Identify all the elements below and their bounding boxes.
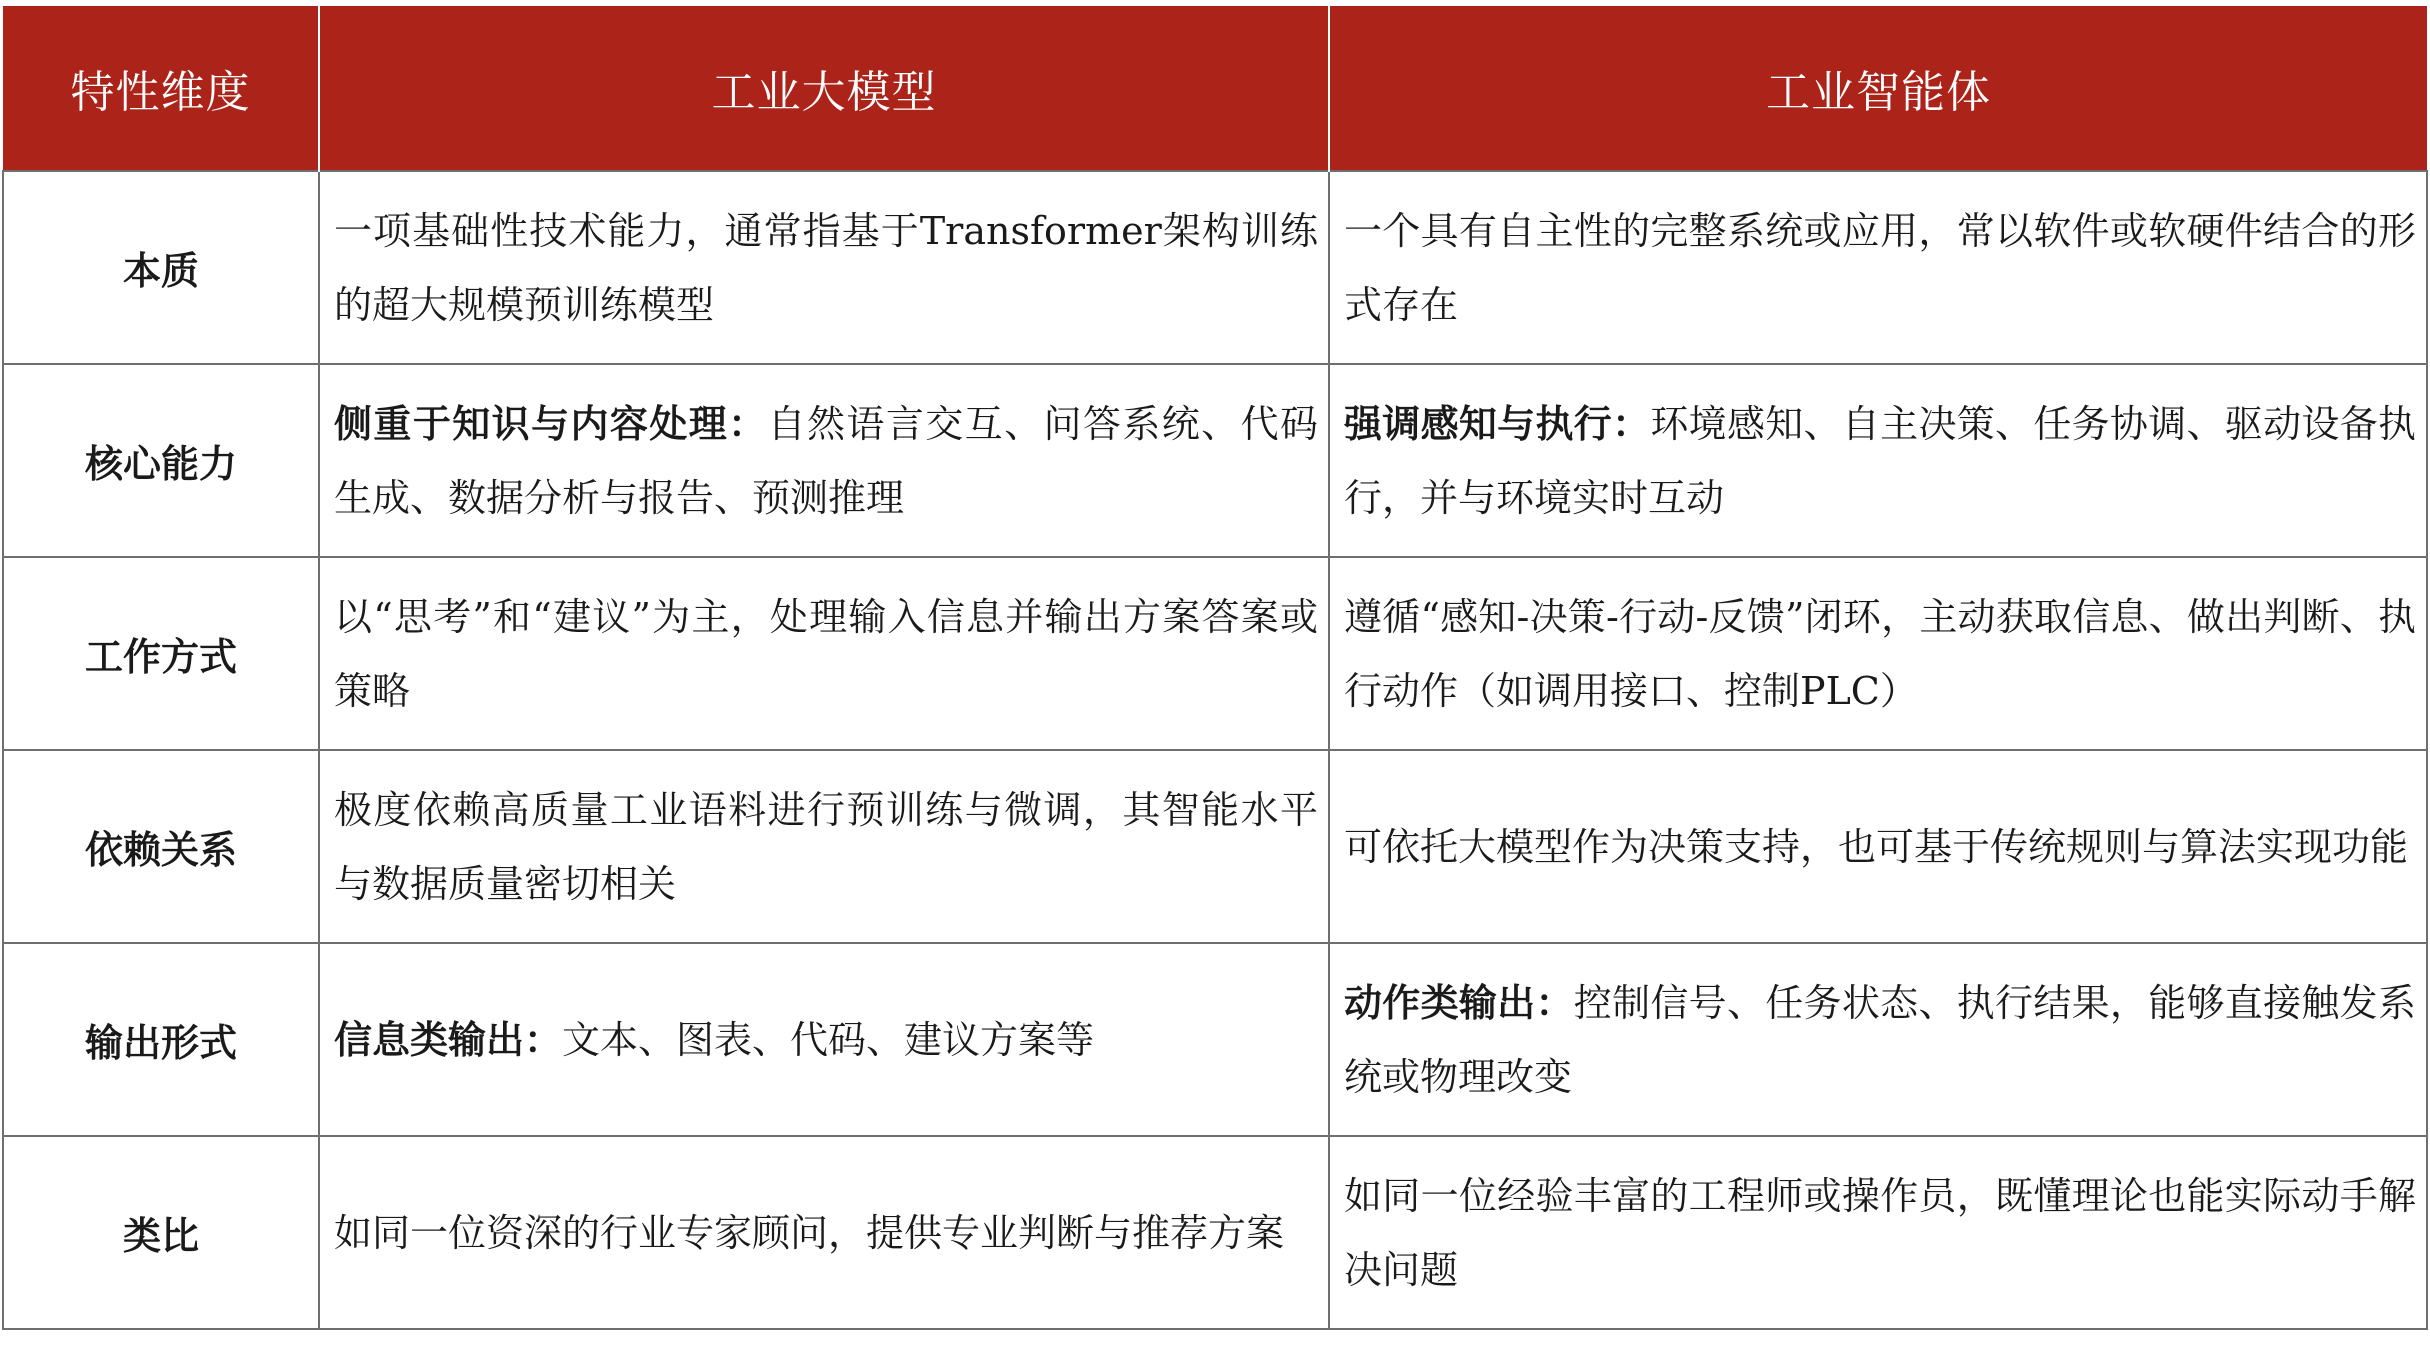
row-dimension: 核心能力 — [3, 364, 319, 557]
header-industrial-llm: 工业大模型 — [319, 6, 1329, 171]
llm-text: 以“思考”和“建议”为主，处理输入信息并输出方案答案或策略 — [334, 594, 1318, 713]
llm-cell — [319, 750, 1329, 943]
table-row — [3, 364, 2427, 557]
llm-cell — [319, 1136, 1329, 1329]
agent-cell — [1329, 364, 2427, 557]
comparison-table — [2, 6, 2428, 1330]
agent-cell — [1329, 171, 2427, 364]
llm-lead: 侧重于知识与内容处理： — [334, 401, 768, 446]
agent-lead: 动作类输出： — [1344, 980, 1574, 1025]
llm-cell — [319, 364, 1329, 557]
row-dimension: 工作方式 — [3, 557, 319, 750]
agent-text: 环境感知、自主决策、任务协调、驱动设备执行，并与环境实时互动 — [1344, 401, 2416, 520]
row-dimension: 输出形式 — [3, 943, 319, 1136]
llm-cell — [319, 171, 1329, 364]
row-dimension: 类比 — [3, 1136, 319, 1329]
llm-text: 一项基础性技术能力，通常指基于Transformer架构训练的超大规模预训练模型 — [334, 208, 1318, 327]
table-row — [3, 750, 2427, 943]
llm-lead: 信息类输出： — [334, 1017, 563, 1062]
table-body — [3, 171, 2427, 1329]
agent-cell — [1329, 943, 2427, 1136]
table-row — [3, 171, 2427, 364]
llm-cell — [319, 943, 1329, 1136]
header-industrial-agent: 工业智能体 — [1329, 6, 2427, 171]
agent-lead: 强调感知与执行： — [1344, 401, 1651, 446]
agent-text: 可依托大模型作为决策支持，也可基于传统规则与算法实现功能 — [1344, 824, 2409, 869]
table-row — [3, 1136, 2427, 1329]
agent-text: 一个具有自主性的完整系统或应用，常以软件或软硬件结合的形式存在 — [1344, 208, 2416, 327]
llm-text: 文本、图表、代码、建议方案等 — [562, 1017, 1095, 1062]
row-dimension: 依赖关系 — [3, 750, 319, 943]
table-row — [3, 943, 2427, 1136]
agent-cell — [1329, 557, 2427, 750]
agent-cell — [1329, 750, 2427, 943]
agent-text: 遵循“感知-决策-行动-反馈”闭环，主动获取信息、做出判断、执行动作（如调用接口、控制PLC） — [1344, 594, 2416, 713]
llm-cell — [319, 557, 1329, 750]
agent-text: 控制信号、任务状态、执行结果，能够直接触发系统或物理改变 — [1344, 980, 2416, 1099]
llm-text: 如同一位资深的行业专家顾问，提供专业判断与推荐方案 — [334, 1210, 1285, 1255]
comparison-table-container — [2, 6, 2426, 1330]
row-dimension: 本质 — [3, 171, 319, 364]
agent-cell — [1329, 1136, 2427, 1329]
table-header — [3, 6, 2427, 171]
header-row — [3, 6, 2427, 171]
llm-text: 极度依赖高质量工业语料进行预训练与微调，其智能水平与数据质量密切相关 — [334, 787, 1318, 906]
llm-text: 自然语言交互、问答系统、代码生成、数据分析与报告、预测推理 — [334, 401, 1318, 520]
agent-text: 如同一位经验丰富的工程师或操作员，既懂理论也能实际动手解决问题 — [1344, 1173, 2416, 1292]
table-row — [3, 557, 2427, 750]
header-dimension: 特性维度 — [3, 6, 319, 171]
